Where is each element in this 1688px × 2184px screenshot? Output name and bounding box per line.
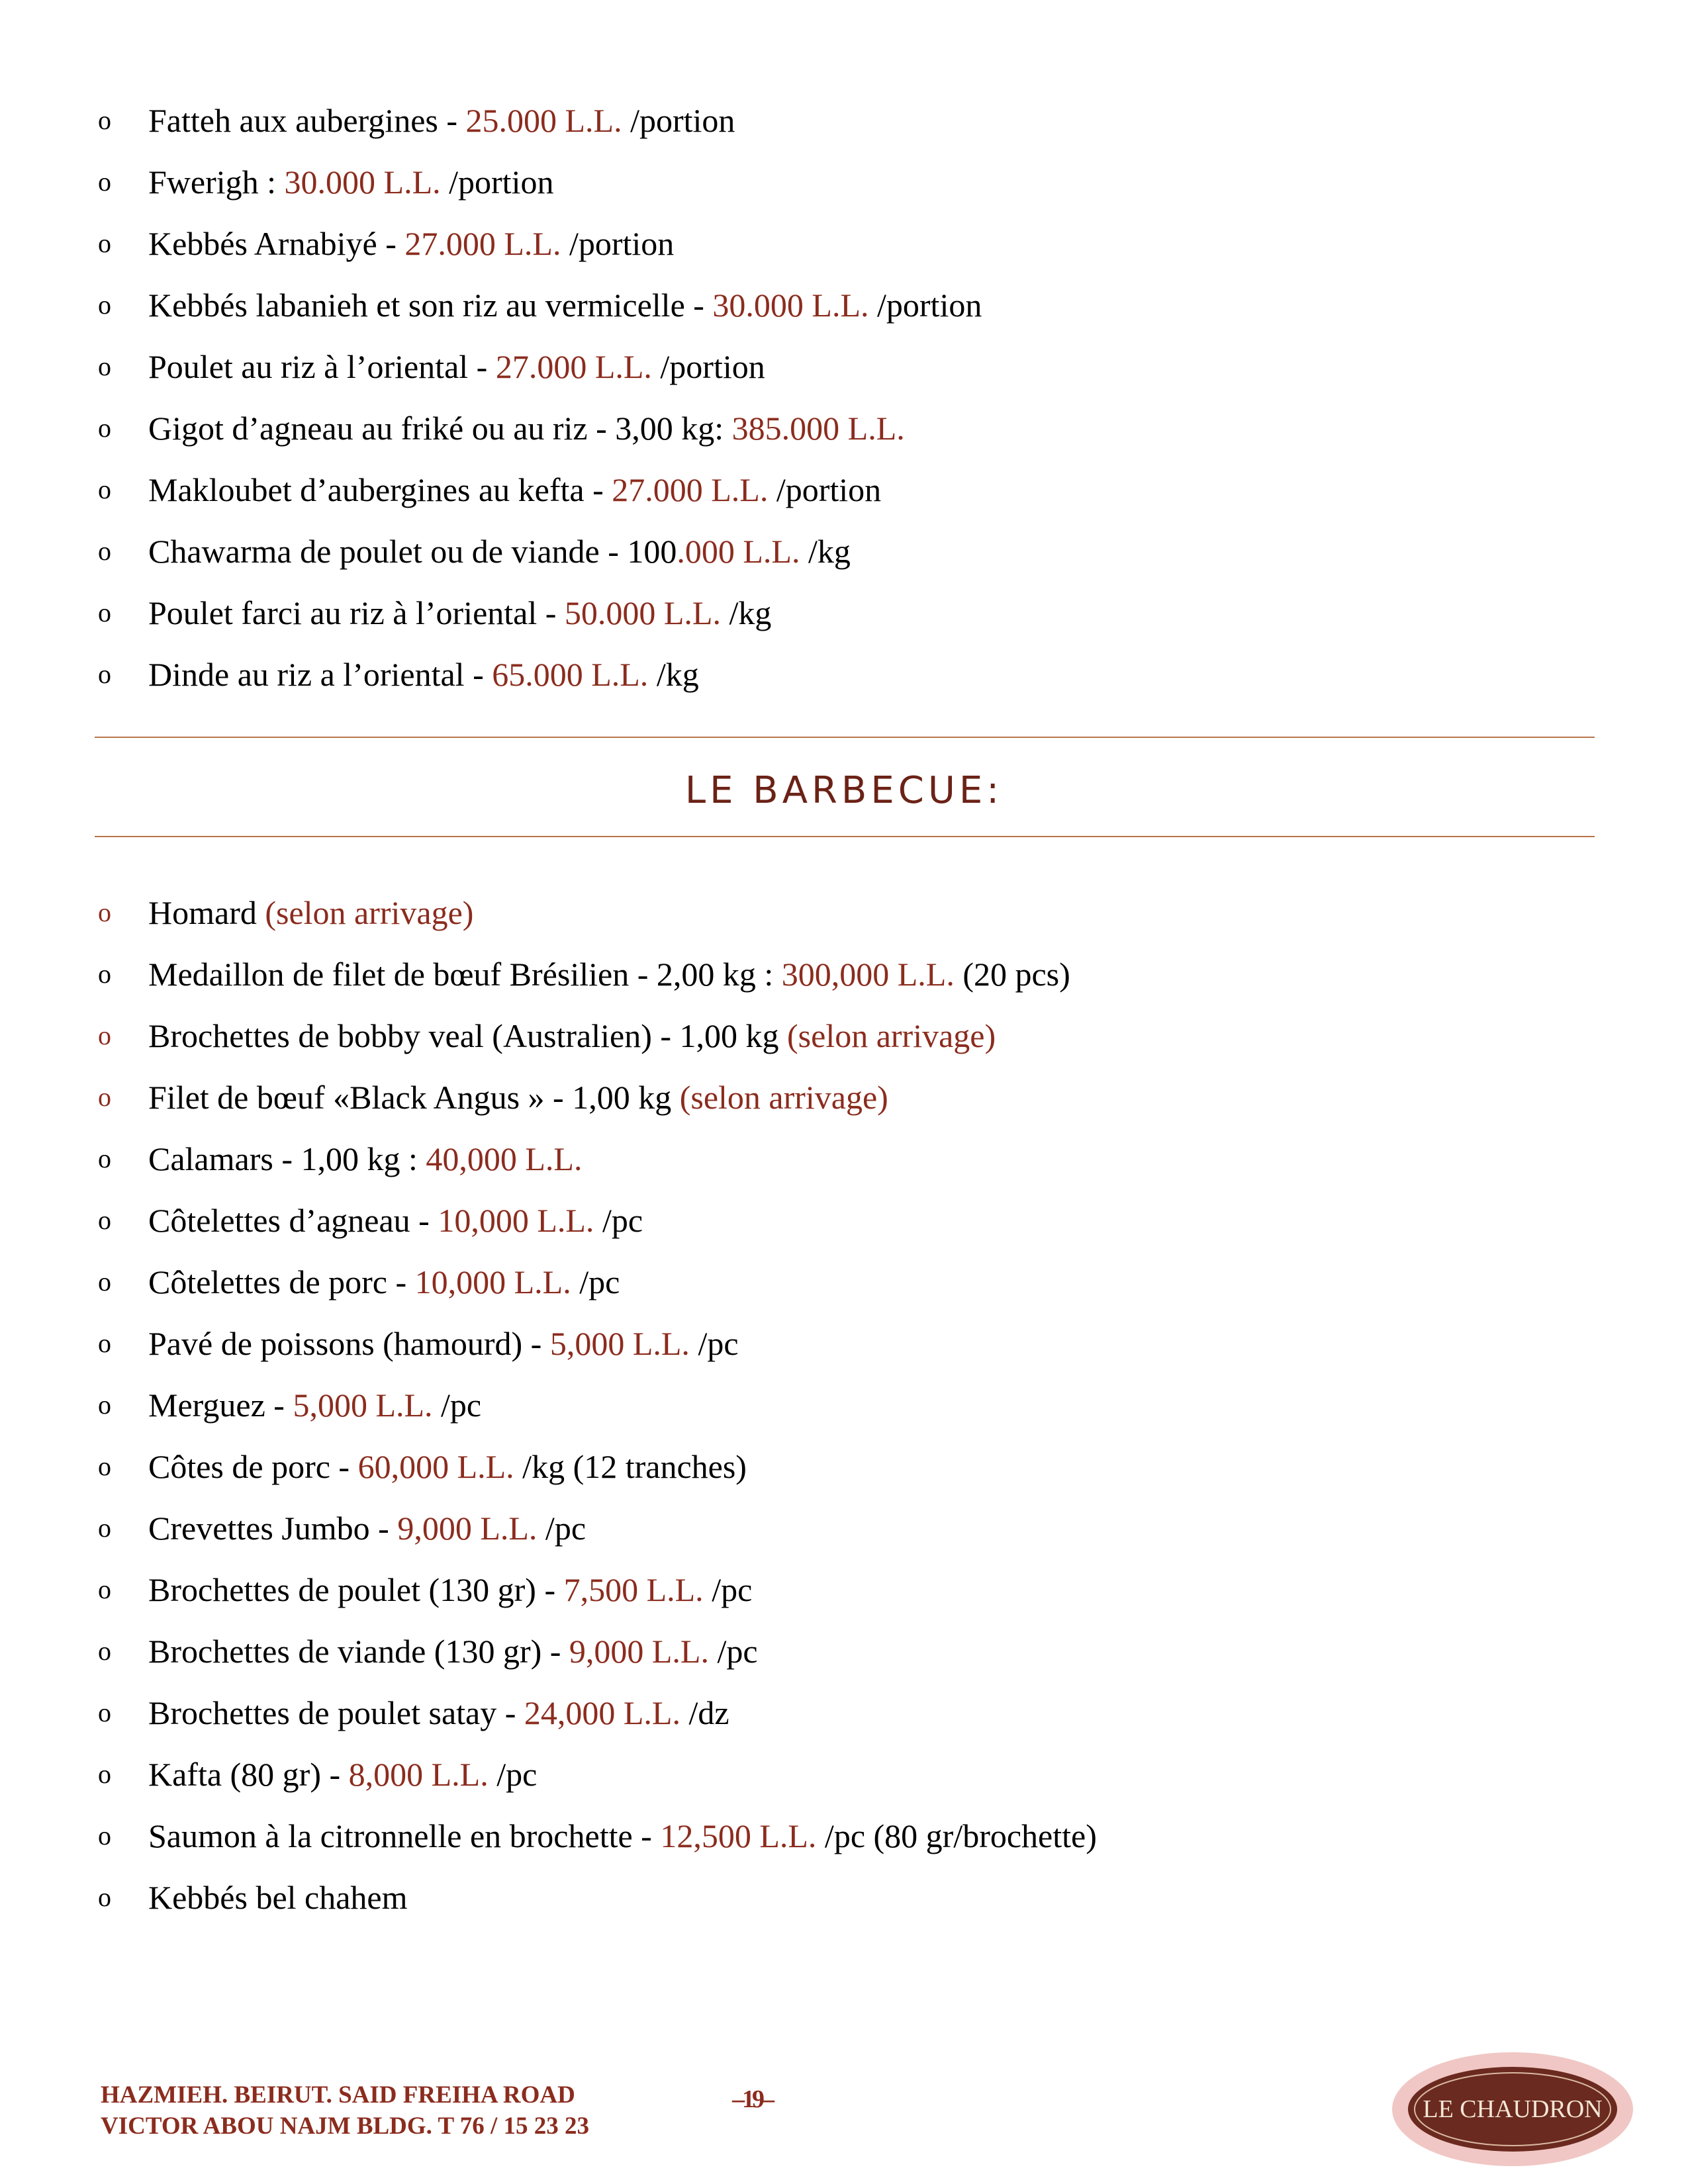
item-unit: /kg (12 tranches) [514,1448,747,1485]
section-divider-top [95,737,1595,738]
item-price: 385.000 L.L. [731,410,905,447]
bullet: o [98,228,111,258]
list-item [98,94,735,147]
item-price: (selon arrivage) [265,894,474,931]
bullet: o [98,1205,111,1235]
footer-address [101,2079,589,2142]
item-price: 10,000 L.L. [438,1202,594,1239]
list-item [98,156,553,208]
list-item [98,1440,747,1493]
list-item [98,948,1070,1001]
item-price: 27.000 L.L. [612,471,769,508]
item-unit: /dz [680,1694,729,1731]
item-unit: /portion [440,163,554,201]
item-name: Poulet au riz à l’oriental - [148,348,496,385]
item-price: 40,000 L.L. [426,1140,583,1177]
item-name: Saumon à la citronnelle en brochette - [148,1817,661,1854]
item-name: Fatteh aux aubergines - [148,102,466,139]
item-name: Côtes de porc - [148,1448,358,1485]
bullet: o [98,1082,111,1112]
item-name: Calamars - 1,00 kg : [148,1140,426,1177]
item-name: Kafta (80 gr) - [148,1756,349,1793]
list-item [98,1686,729,1739]
list-item [98,1071,888,1124]
item-name: Brochettes de bobby veal (Australien) - 1,00 kg [148,1017,788,1054]
item-price: 7,500 L.L. [563,1571,704,1608]
item-unit: /kg [800,533,851,570]
item-name: Gigot d’agneau au friké ou au riz - 3,00 kg: [148,410,732,447]
list-item [98,1871,408,1924]
bullet: o [98,659,111,689]
item-price: (selon arrivage) [787,1017,996,1054]
bullet: o [98,598,111,627]
section-divider-bottom [95,836,1595,837]
address-line-1: HAZMIEH. BEIRUT. SAID FREIHA ROAD [101,2081,575,2109]
list-item [98,886,473,939]
bullet: o [98,351,111,381]
bullet: o [98,1144,111,1173]
bullet: o [98,1759,111,1789]
item-unit: /portion [768,471,882,508]
item-price: (selon arrivage) [679,1079,888,1116]
list-item [98,1255,620,1308]
bullet: o [98,959,111,989]
bullet: o [98,1513,111,1543]
bullet: o [98,1574,111,1604]
page-number: –19– [732,2085,772,2113]
item-price: 12,500 L.L. [660,1817,817,1854]
item-unit: /pc [708,1633,758,1670]
item-name: Kebbés Arnabiyé - [148,225,405,262]
item-price: 9,000 L.L. [397,1510,538,1547]
item-price: 10,000 L.L. [414,1263,571,1300]
bullet: o [98,1636,111,1666]
item-price: 65.000 L.L. [492,656,649,693]
list-item [98,1809,1097,1862]
item-unit: /pc [488,1756,538,1793]
bullet: o [98,897,111,927]
list-item [98,217,674,270]
bullet: o [98,167,111,197]
item-price: 50.000 L.L. [564,594,721,631]
list-item [98,340,765,393]
item-name: Brochettes de poulet (130 gr) - [148,1571,564,1608]
list-item [98,648,699,701]
bullet: o [98,1021,111,1050]
restaurant-logo [1389,2050,1636,2169]
bullet: o [98,413,111,443]
list-item [98,1194,643,1247]
item-name: Côtelettes de porc - [148,1263,415,1300]
bullet: o [98,105,111,135]
bullet: o [98,475,111,504]
item-price: 8,000 L.L. [348,1756,489,1793]
list-item [98,1625,758,1678]
list-item [98,1317,739,1370]
list-item [98,1009,996,1062]
list-item [98,1379,481,1432]
bullet: o [98,1451,111,1481]
item-name: Dinde au riz a l’oriental - [148,656,492,693]
bullet: o [98,1328,111,1358]
list-item [98,586,771,639]
list-item [98,525,851,578]
logo-text: LE CHAUDRON [1423,2095,1603,2123]
item-name: Fwerigh : [148,163,285,201]
item-unit: /kg [648,656,699,693]
item-unit: /portion [561,225,675,262]
item-price: 24,000 L.L. [524,1694,680,1731]
item-name: Chawarma de poulet ou de viande - 100 [148,533,677,570]
list-item [98,1563,752,1616]
item-name: Homard [148,894,265,931]
bullet: o [98,1882,111,1912]
list-item [98,279,982,332]
item-price: 9,000 L.L. [569,1633,709,1670]
item-price: 27.000 L.L. [495,348,652,385]
bullet: o [98,1267,111,1297]
item-name: Makloubet d’aubergines au kefta - [148,471,612,508]
item-name: Merguez - [148,1387,293,1424]
item-name: Pavé de poissons (hamourd) - [148,1325,550,1362]
list-item [98,1748,537,1801]
item-name: Brochettes de viande (130 gr) - [148,1633,569,1670]
item-unit: /pc [571,1263,620,1300]
item-unit: /kg [720,594,772,631]
item-price: 5,000 L.L. [293,1387,433,1424]
item-price: 25.000 L.L. [465,102,622,139]
bullet: o [98,1698,111,1727]
list-item [98,1132,582,1185]
bullet: o [98,1821,111,1850]
item-unit: /pc [432,1387,482,1424]
bullet: o [98,536,111,566]
item-price: 30.000 L.L. [712,287,869,324]
item-price: .000 L.L. [677,533,800,570]
item-name: Poulet farci au riz à l’oriental - [148,594,565,631]
item-unit: /pc (80 gr/brochette) [816,1817,1097,1854]
item-name: Brochettes de poulet satay - [148,1694,524,1731]
item-unit: /portion [868,287,982,324]
item-unit: /pc [689,1325,739,1362]
item-price: 27.000 L.L. [404,225,561,262]
list-item [98,463,881,516]
item-name: Medaillon de filet de bœuf Brésilien - 2,00 kg : [148,956,782,993]
bullet: o [98,290,111,320]
item-unit: /portion [622,102,735,139]
item-unit: /pc [594,1202,643,1239]
item-unit: /pc [537,1510,586,1547]
item-unit: /portion [651,348,765,385]
item-unit: /pc [703,1571,753,1608]
item-name: Côtelettes d’agneau - [148,1202,438,1239]
bullet: o [98,1390,111,1420]
address-line-2: VICTOR ABOU NAJM BLDG. T 76 / 15 23 23 [101,2113,590,2140]
item-price: 30.000 L.L. [284,163,441,201]
list-item [98,1502,586,1555]
item-price: 60,000 L.L. [357,1448,514,1485]
item-name: Kebbés labanieh et son riz au vermicelle - [148,287,713,324]
item-name: Kebbés bel chahem [148,1879,408,1916]
list-item [98,402,905,455]
item-price: 5,000 L.L. [549,1325,690,1362]
item-unit: (20 pcs) [954,956,1070,993]
item-name: Filet de bœuf «Black Angus » - 1,00 kg [148,1079,680,1116]
section-title: LE BARBECUE: [684,769,1004,812]
item-name: Crevettes Jumbo - [148,1510,398,1547]
item-price: 300,000 L.L. [781,956,955,993]
